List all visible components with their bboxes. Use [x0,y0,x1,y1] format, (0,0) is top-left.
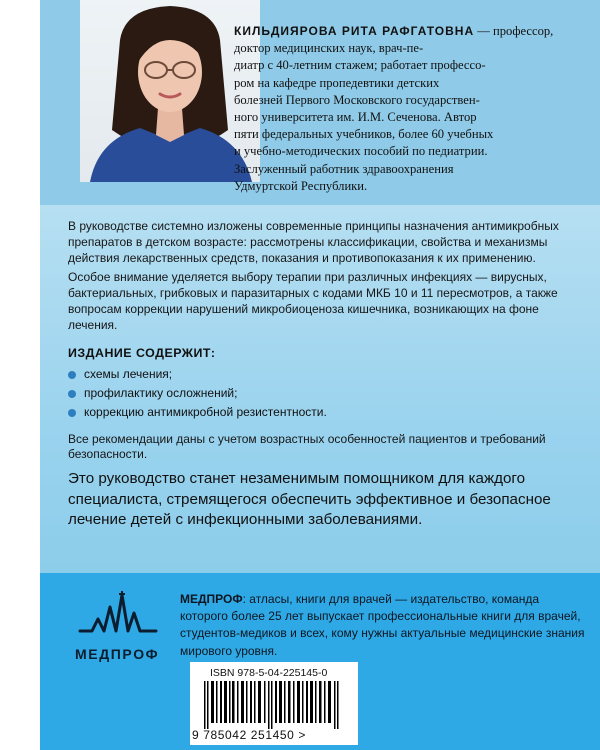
author-section [40,0,600,205]
publisher-brand: МЕДПРОФ [180,592,243,606]
safety-note: Все рекомендации даны с учетом возрастных особенностей пациентов и требований безопасности. [68,431,546,462]
book-back-cover [40,0,600,750]
bullet-dot-icon [68,409,76,417]
author-photo [80,0,260,182]
contents-list [68,365,578,422]
description-paragraph: В руководстве системно изложены современные принципы назначения антимикробных препаратов в детском возрасте: рассмотрены классификации, свойства и механизмы действия лекарственных средств, показания и противопоказания к их применению. [68,219,559,265]
author-name: КИЛЬДИЯРОВА РИТА РАФГАТОВНА [234,24,475,38]
description-paragraph: Особое внимание уделяется выбору терапии при различных инфекциях — вирусных, бактериальных, грибковых и паразитарных с кодами МКБ 10 и 11 пересмотров, а также вопросам коррекции нарушений микробиоценоза кишечника, возникающих на фоне лечения. [68,270,558,332]
barcode-icon [198,681,350,729]
publisher-section [40,573,600,750]
author-bio-line: пяти федеральных учебников, более 60 учебных [234,127,494,142]
author-bio-line: болезней Первого Московского государствен- [234,92,480,107]
author-bio-line: — профессор, доктор медицинских наук, врач-пе- [234,24,554,56]
logo-wordmark: МЕДПРОФ [75,646,160,662]
publisher-description [180,591,590,660]
author-bio-line: ного университета им. И.М. Сеченова. Автор [234,110,477,125]
bullet-dot-icon [68,390,76,398]
author-bio-line: ром на кафедре пропедевтики детских [234,75,440,90]
list-item: профилактику осложнений; [68,384,578,403]
list-item: коррекцию антимикробной резистентности. [68,403,578,422]
publisher-text: : атласы, книги для врачей — издательство, команда которого более 25 лет выпускает профессиональные книги для врачей, студентов-медиков и всех, кому нужны актуальные медицинские знания мирового уровня. [180,592,585,658]
isbn-barcode [190,662,358,745]
author-portrait-image [80,0,260,182]
author-bio-line: Удмуртской Республики. [234,178,368,193]
isbn-label: ISBN 978-5-04-225145-0 [210,667,328,679]
contents-heading: ИЗДАНИЕ СОДЕРЖИТ: [68,345,216,360]
bullet-dot-icon [68,371,76,379]
author-bio-line: Заслуженный работник здравоохранения [234,161,454,176]
author-bio-line: диатр с 40-летним стажем; работает профессо- [234,58,486,73]
description-section [40,205,600,573]
isbn-digits: 9 785042 251450 > [192,728,306,742]
author-bio-line: и учебно-методических пособий по педиатрии. [234,144,488,159]
lead-statement: Это руководство станет незаменимым помощником для каждого специалиста, стремящегося обеспечить эффективное и безопасное лечение детей с инфекционными заболеваниями. [68,470,551,529]
list-item: схемы лечения; [68,365,578,384]
author-bio [234,23,579,195]
